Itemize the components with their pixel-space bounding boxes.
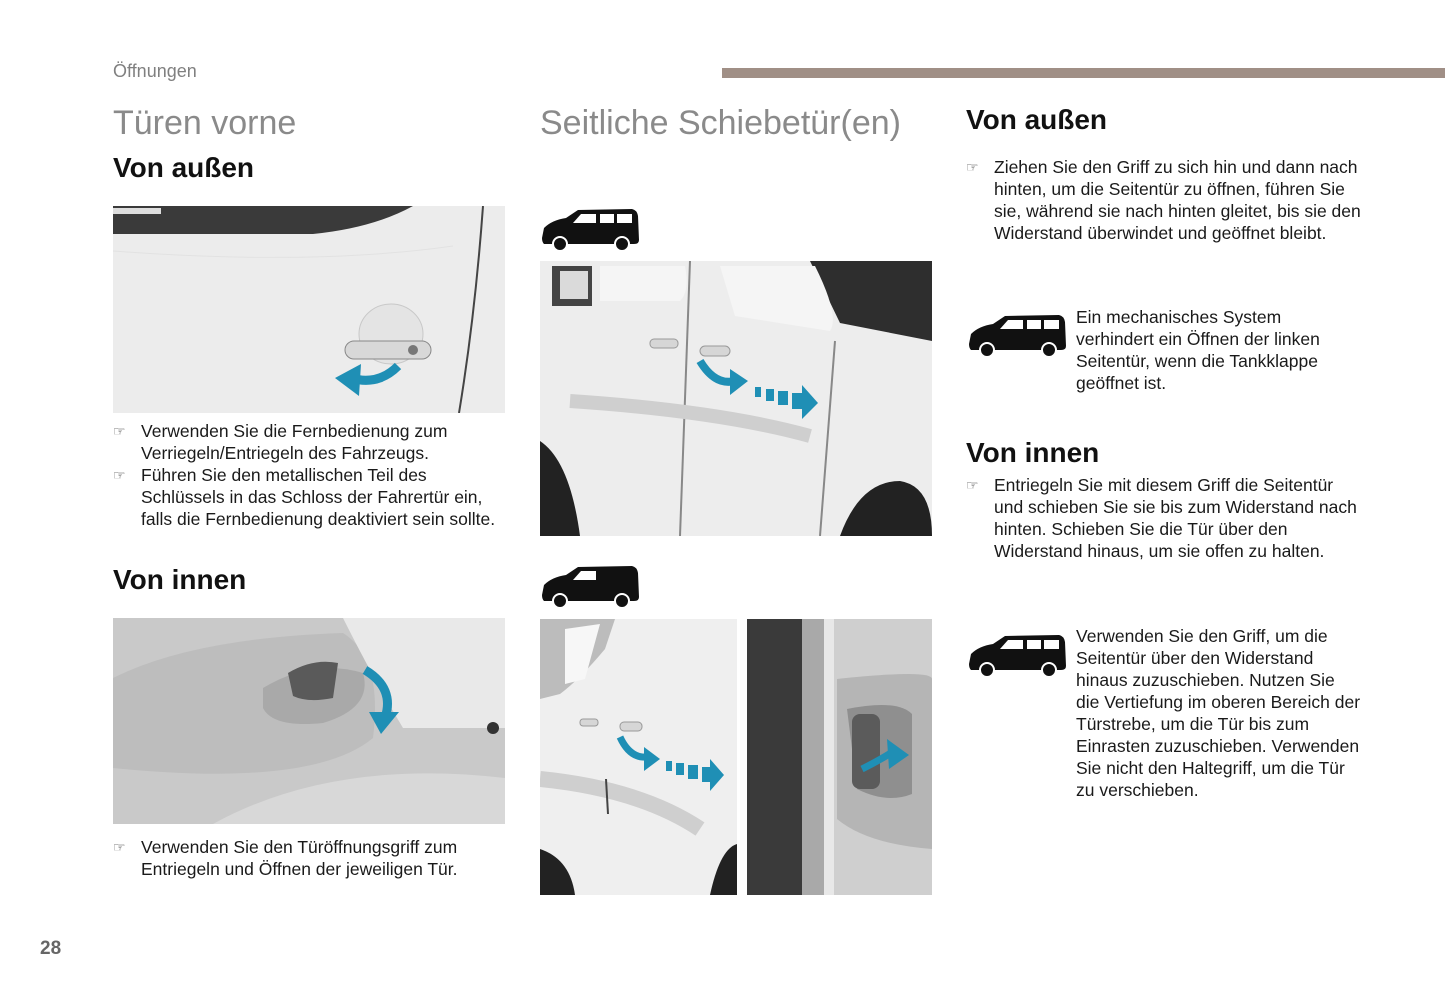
slide-inside-list	[966, 474, 1366, 562]
front-inside-list	[113, 836, 505, 880]
front-door-outside-photo	[113, 206, 505, 413]
slide-inside-heading: Von innen	[966, 437, 1100, 468]
list-item: ☞ Führen Sie den metallischen Teil des Schlüssels in das Schloss der Fahrertür ein, falls die Fernbedienung deaktiviert sein sollte.	[113, 464, 505, 530]
list-item: ☞ Ziehen Sie den Griff zu sich hin und dann nach hinten, um die Seitentür zu öffnen, führen Sie sie, während sie nach hinten gleitet, bis sie den Widerstand überwindet und geöffnet bleibt.	[966, 156, 1366, 244]
sliding-door-handle-photo	[540, 619, 737, 895]
front-outside-heading: Von außen	[113, 152, 255, 183]
sliding-door-title: Seitliche Schiebetür(en)	[540, 104, 901, 142]
van-long-icon	[967, 632, 1067, 678]
front-door-inside-photo	[113, 618, 505, 824]
sliding-door-outside-photo	[540, 261, 932, 536]
header-accent-bar	[722, 68, 1445, 78]
front-outside-list	[113, 420, 505, 530]
van-long-icon	[540, 206, 640, 252]
slide-outside-list	[966, 156, 1366, 244]
sliding-door-inner-handle-photo	[747, 619, 932, 895]
close-door-note: Verwenden Sie den Griff, um die Seitentür über den Widerstand hinaus zuzuschieben. Nutzen Sie die Vertiefung im oberen Bereich der Türstrebe, um die Tür bis zum Einrasten zuzuschieben. Verwenden Sie nicht den Haltegriff, um die Tür zu verschieben.	[1076, 626, 1361, 800]
slide-outside-heading: Von außen	[966, 104, 1108, 135]
list-item: ☞ Entriegeln Sie mit diesem Griff die Seitentür und schieben Sie sie bis zum Widerstand nach hinten. Schieben Sie die Tür über den Widerstand hinaus, um sie offen zu halten.	[966, 474, 1366, 562]
front-doors-title: Türen vorne	[113, 104, 297, 142]
van-long-icon	[967, 312, 1067, 358]
van-short-icon	[540, 563, 640, 609]
fuel-flap-note: Ein mechanisches System verhindert ein Öffnen der linken Seitentür, wenn die Tankklappe geöffnet ist.	[1076, 307, 1320, 393]
list-item: ☞ Verwenden Sie die Fernbedienung zum Verriegeln/Entriegeln des Fahrzeugs.	[113, 420, 505, 464]
front-inside-heading: Von innen	[113, 564, 247, 595]
list-item: ☞ Verwenden Sie den Türöffnungsgriff zum Entriegeln und Öffnen der jeweiligen Tür.	[113, 836, 505, 880]
page-number: 28	[40, 938, 62, 959]
section-label: Öffnungen	[113, 61, 197, 81]
